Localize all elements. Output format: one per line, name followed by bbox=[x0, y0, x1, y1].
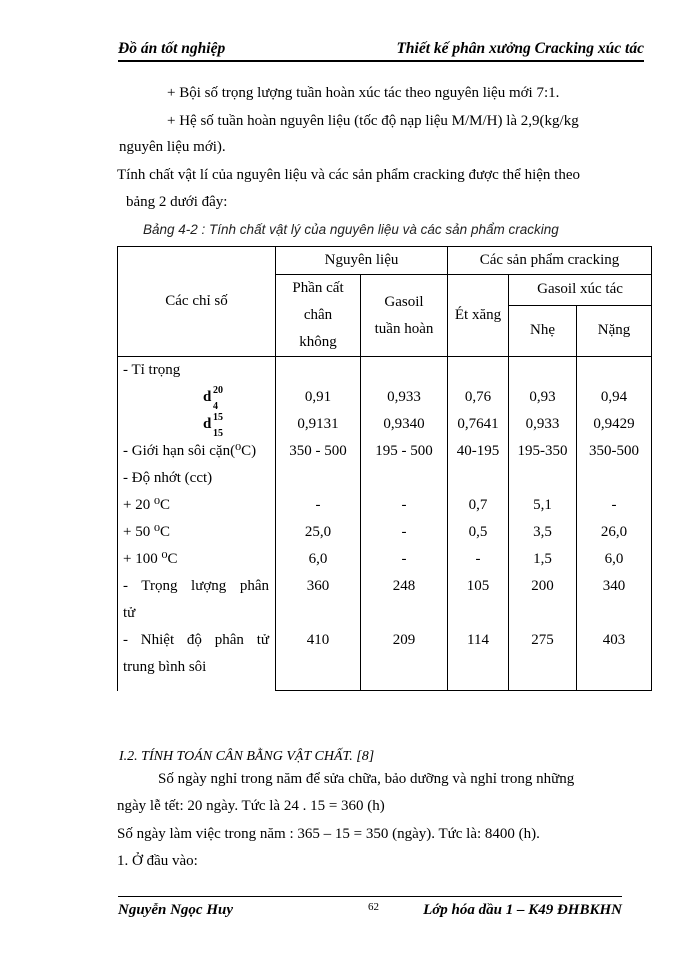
cell-value: 0,933 bbox=[387, 389, 421, 405]
label-mw-2: tử bbox=[123, 605, 136, 621]
col-vacuum-values bbox=[276, 357, 361, 691]
section-title: I.2. TÍNH TOÁN CÂN BẰNG VẬT CHẤT. [8] bbox=[119, 749, 375, 764]
cell-value: - bbox=[315, 497, 321, 513]
cell-value: 410 bbox=[306, 632, 330, 648]
cell-value: - bbox=[401, 524, 407, 540]
header-recycle-gasoil bbox=[361, 275, 448, 357]
page-footer bbox=[118, 896, 622, 921]
properties-table bbox=[117, 246, 652, 691]
cell-value: 0,93 bbox=[529, 389, 556, 405]
label-v100: + 100 ⁰C bbox=[123, 551, 178, 567]
col-recycle-values bbox=[361, 357, 448, 691]
cell-value: 25,0 bbox=[304, 524, 332, 540]
label-v50: + 50 ⁰C bbox=[123, 524, 170, 540]
label-density: - Tỉ trọng bbox=[123, 362, 181, 378]
cell-value: 403 bbox=[602, 632, 626, 648]
cell-value: 40-195 bbox=[456, 443, 500, 459]
cell-value: 209 bbox=[392, 632, 416, 648]
header-indicators: Các chỉ số bbox=[118, 247, 276, 357]
cell-value: 105 bbox=[466, 578, 490, 594]
intro-line-2: + Hệ số tuần hoàn nguyên liệu (tốc độ nạp liệu M/M/H) là 2,9(kg/kg bbox=[167, 113, 579, 129]
cell-value: 26,0 bbox=[600, 524, 628, 540]
footer-author: Nguyễn Ngọc Huy bbox=[118, 902, 233, 918]
header-vacuum-line-3: không bbox=[299, 334, 337, 350]
cell-value: - bbox=[475, 551, 481, 567]
section-paragraph-3: 1. Ở đầu vào: bbox=[117, 853, 198, 869]
section-paragraph-1b: ngày lễ tết: 20 ngày. Tức là 24 . 15 = 360 (h) bbox=[117, 798, 385, 814]
label-mw-1: - Trọng lượng phân bbox=[123, 578, 269, 594]
cell-value: 0,5 bbox=[468, 524, 488, 540]
cell-value: - bbox=[611, 497, 617, 513]
header-vacuum-distillate bbox=[276, 275, 361, 357]
table-caption: Bảng 4-2 : Tính chất vật lý của nguyên liệu và các sản phẩm cracking bbox=[143, 222, 559, 237]
cell-value: 195-350 bbox=[517, 443, 568, 459]
section-paragraph-1a: Số ngày nghỉ trong năm để sửa chữa, bảo dưỡng và nghỉ trong những bbox=[158, 771, 575, 787]
col-heavy-values bbox=[577, 357, 652, 691]
cell-value: 195 - 500 bbox=[375, 443, 433, 459]
label-temp-2: trung bình sôi bbox=[123, 659, 207, 675]
header-vacuum-line-2: chân bbox=[303, 307, 333, 323]
label-boiling: - Giới hạn sôi cặn(⁰C) bbox=[123, 443, 257, 459]
row-labels bbox=[118, 357, 276, 691]
cell-value: 6,0 bbox=[604, 551, 624, 567]
header-heavy: Nặng bbox=[577, 305, 652, 356]
cell-value: 275 bbox=[531, 632, 554, 648]
header-gasoline: Ét xăng bbox=[448, 275, 509, 357]
cell-value: 350 - 500 bbox=[289, 443, 347, 459]
label-viscosity: - Độ nhớt (cct) bbox=[123, 470, 213, 486]
cell-value: 5,1 bbox=[533, 497, 552, 513]
header-vacuum-line-1: Phần cất bbox=[292, 280, 344, 296]
cell-value: 1,5 bbox=[533, 551, 552, 567]
intro-line-1: + Bội số trọng lượng tuần hoàn xúc tác theo nguyên liệu mới 7:1. bbox=[167, 85, 560, 101]
cell-value: 350-500 bbox=[589, 443, 640, 459]
label-d1515: d 15 15 bbox=[203, 412, 223, 439]
page-header bbox=[118, 38, 644, 62]
cell-value: 0,9340 bbox=[383, 416, 425, 432]
col-gasoline-values bbox=[448, 357, 509, 691]
cell-value: 0,76 bbox=[464, 389, 492, 405]
header-feed: Nguyên liệu bbox=[276, 247, 448, 275]
header-right-title: Thiết kế phân xưởng Cracking xúc tác bbox=[396, 40, 644, 57]
page-number: 62 bbox=[368, 901, 379, 913]
cell-value: 0,9429 bbox=[593, 416, 635, 432]
cell-value: 114 bbox=[467, 632, 489, 648]
section-paragraph-2: Số ngày làm việc trong năm : 365 – 15 = 350 (ngày). Tức là: 8400 (h). bbox=[117, 826, 540, 842]
cell-value: 340 bbox=[602, 578, 626, 594]
footer-class: Lớp hóa dầu 1 – K49 ĐHBKHN bbox=[423, 902, 622, 918]
cell-value: 0,7641 bbox=[457, 416, 499, 432]
intro-line-3: nguyên liệu mới). bbox=[119, 139, 226, 155]
label-temp-1: - Nhiệt độ phân tử bbox=[123, 632, 269, 648]
header-left-title: Đồ án tốt nghiệp bbox=[118, 40, 226, 57]
col-light-values bbox=[509, 357, 577, 691]
label-v20: + 20 ⁰C bbox=[123, 497, 170, 513]
cell-value: 0,7 bbox=[468, 497, 488, 513]
cell-value: 0,9131 bbox=[297, 416, 339, 432]
intro-line-4: Tính chất vật lí của nguyên liệu và các sản phẩm cracking được thể hiện theo bbox=[117, 167, 580, 183]
cell-value: 360 bbox=[306, 578, 330, 594]
header-products: Các sản phẩm cracking bbox=[448, 247, 652, 275]
header-catalytic-gasoil: Gasoil xúc tác bbox=[509, 275, 652, 306]
cell-value: 3,5 bbox=[533, 524, 552, 540]
cell-value: 200 bbox=[531, 578, 554, 594]
label-d420: d 20 4 bbox=[203, 385, 223, 412]
cell-value: - bbox=[401, 497, 407, 513]
cell-value: 0,94 bbox=[600, 389, 628, 405]
intro-line-5: bảng 2 dưới đây: bbox=[126, 194, 228, 210]
cell-value: 0,91 bbox=[304, 389, 332, 405]
cell-value: 248 bbox=[392, 578, 416, 594]
header-recycle-line-1: Gasoil bbox=[384, 293, 424, 310]
cell-value: - bbox=[401, 551, 407, 567]
header-light: Nhẹ bbox=[509, 305, 577, 356]
cell-value: 0,933 bbox=[525, 416, 560, 432]
cell-value: 6,0 bbox=[308, 551, 328, 567]
header-recycle-line-2: tuần hoàn bbox=[374, 320, 434, 337]
